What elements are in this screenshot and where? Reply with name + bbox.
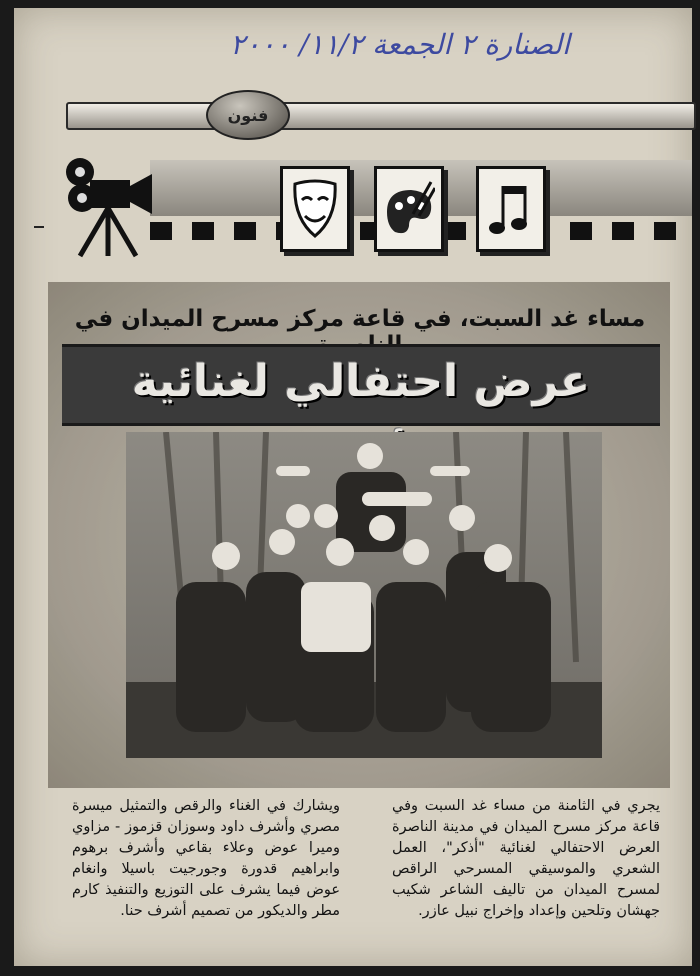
theatre-mask-box [280, 166, 350, 252]
music-box [476, 166, 546, 252]
article-subtitle: مساء غد السبت، في قاعة مركز مسرح الميدان في [74, 306, 646, 332]
article-title: عرض احتفالي لغنائية [131, 356, 591, 407]
article-column-left: ويشارك في الغناء والرقص والتمثيل ميسرة مصري وأشرف داود وسوزان قزموز - مزاوي وميرا عوض وعلاء بقاعي وأشرف برهوم وابراهيم قدورة وجورجيت باسيلا وانغام عوض فيما يشرف على التوزيع والتنفيذ كارم مطر والديكور من تصميم أشرف حنا. [72, 798, 340, 919]
section-banner-bar [66, 102, 696, 130]
margin-mark [34, 226, 44, 228]
music-notes-icon [485, 178, 537, 240]
theatre-mask-icon [289, 178, 341, 240]
section-logo: فنون [206, 90, 290, 140]
movie-camera-icon [60, 150, 156, 260]
palette-brushes-icon [383, 178, 435, 240]
handwritten-date-note: الصنارة ٢ الجمعة ١١/٢/ ٢٠٠٠ [230, 28, 570, 61]
cast-photo-image [126, 432, 602, 758]
cast-photo [126, 432, 602, 758]
palette-box [374, 166, 444, 252]
article-column-right: يجري في الثامنة من مساء غد السبت وفي قاعة مركز مسرح الميدان في مدينة الناصرة العرض الاحتفالي لغنائية "أذكر"، العمل الشعري والموسيقي المسرحي الراقص لمسرح الميدان من تاليف الشاعر شكيب جهشان وتلحين وإعداد وإخراج نبيل عازر. [392, 798, 660, 919]
